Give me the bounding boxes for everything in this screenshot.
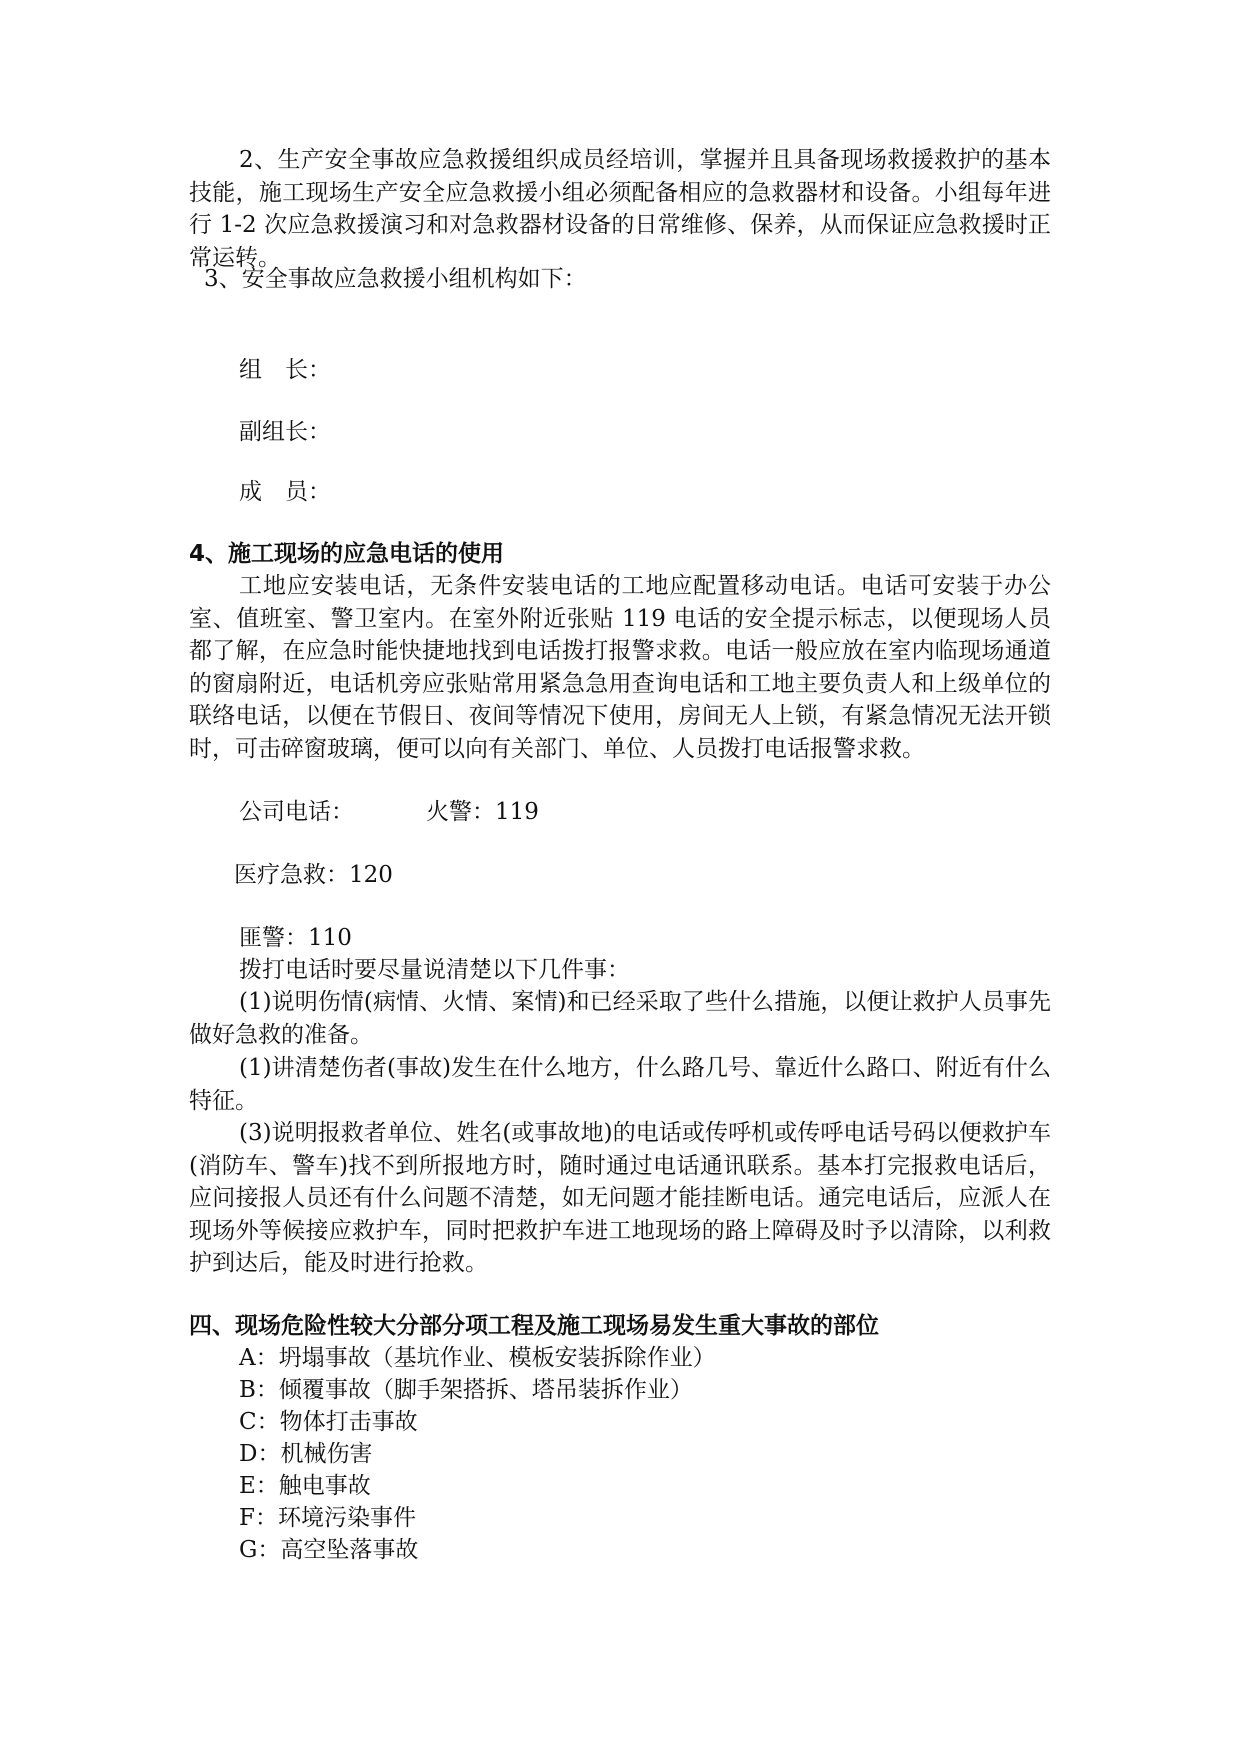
hazard-item: A：坍塌事故（基坑作业、模板安装拆除作业）	[239, 1345, 716, 1371]
call-item-1: (1)说明伤情(病情、火情、案情)和已经采取了些什么措施，以便让救护人员事先做好急救的准备。	[189, 989, 1051, 1048]
section-heading-emergency-phone: 4、施工现场的应急电话的使用	[189, 541, 505, 567]
hazard-item: D：机械伤害	[239, 1441, 373, 1467]
company-phone-label: 公司电话：	[239, 799, 354, 825]
section-heading-hazard-areas: 四、现场危险性较大分部分项工程及施工现场易发生重大事故的部位	[189, 1313, 879, 1339]
medical-phone: 医疗急救：120	[234, 862, 393, 888]
hazard-item: E：触电事故	[239, 1473, 371, 1499]
call-item-2: (1)讲清楚伤者(事故)发生在什么地方，什么路几号、靠近什么路口、附近有什么特征。	[189, 1055, 1051, 1114]
call-instructions-intro: 拨打电话时要尽量说清楚以下几件事：	[239, 957, 630, 983]
hazard-item: B：倾覆事故（脚手架搭拆、塔吊装拆作业）	[239, 1377, 693, 1403]
team-members-label: 成 员：	[239, 479, 331, 505]
paragraph-rescue-team-intro: 3、安全事故应急救援小组机构如下：	[204, 266, 587, 292]
hazard-item: G：高空坠落事故	[239, 1537, 419, 1563]
team-leader-label: 组 长：	[239, 357, 331, 383]
paragraph-phone-usage: 工地应安装电话，无条件安装电话的工地应配置移动电话。电话可安装于办公室、值班室、警卫室内。在室外附近张贴 119 电话的安全提示标志，以便现场人员都了解，在应急时能快捷地找到电话拨打报警求救。电话一般应放在室内临现场通道的窗扇附近，电话机旁应张贴常用紧急急用查询电话和工地主要负责人和上级单位的联络电话，以便在节假日、夜间等情况下使用，房间无人上锁，有紧急情况无法开锁时，可击碎窗玻璃，便可以向有关部门、单位、人员拨打电话报警求救。	[189, 573, 1051, 762]
hazard-item: F：环境污染事件	[239, 1505, 416, 1531]
hazard-item: C：物体打击事故	[239, 1409, 418, 1435]
paragraph-rescue-training: 2、生产安全事故应急救援组织成员经培训，掌握并且具备现场救援救护的基本技能，施工现场生产安全应急救援小组必须配备相应的急救器材和设备。小组每年进行 1-2 次应急救援演习和对急救器材设备的日常维修、保养，从而保证应急救援时正常运转。	[189, 147, 1051, 271]
call-item-3: (3)说明报救者单位、姓名(或事故地)的电话或传呼机或传呼电话号码以便救护车(消防车、警车)找不到所报地方时，随时通过电话通讯联系。基本打完报救电话后，应问接报人员还有什么问题不清楚，如无问题才能挂断电话。通完电话后，应派人在现场外等候接应救护车，同时把救护车进工地现场的路上障碍及时予以清除，以利救护到达后，能及时进行抢救。	[189, 1120, 1051, 1277]
team-deputy-label: 副组长：	[239, 419, 331, 445]
fire-phone: 火警：119	[426, 799, 539, 825]
police-phone: 匪警：110	[239, 925, 352, 951]
